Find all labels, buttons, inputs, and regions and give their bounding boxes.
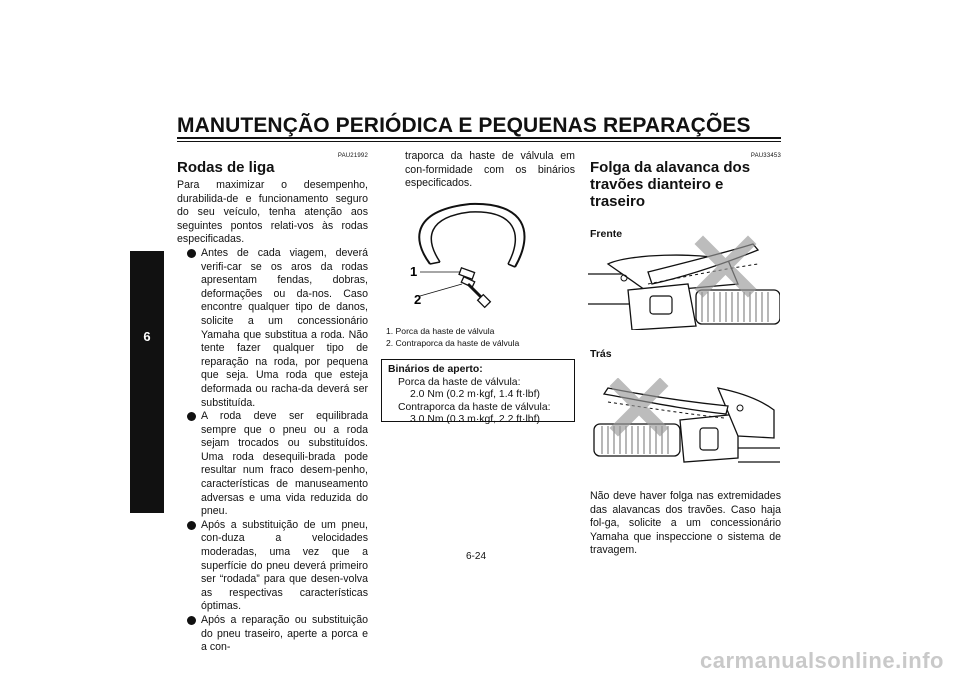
section-code: PAU33453 — [750, 153, 781, 159]
figure-caption-1: 1. Porca da haste de válvula — [386, 326, 495, 336]
bullet-icon — [187, 249, 196, 258]
list-item: Após a substituição de um pneu, con-duza a velocidades moderadas, uma vez que a superfície do pneu deverá primeiro ser “rodada” para que desen-volva as respectivas características óptimas. — [187, 519, 368, 614]
bullet-icon — [187, 521, 196, 530]
torque-item2-value: 3.0 Nm (0.3 m·kgf, 2.2 ft·lbf) — [410, 414, 540, 426]
chapter-number: 6 — [143, 329, 151, 344]
list-item: A roda deve ser equilibrada sempre que o pneu ou a roda sejam trocados ou substituídos. Uma roda desequili-brada pode resultar num fraco desem-penho, características de manuseamento adversas e uma vida reduzida do pneu. — [187, 410, 368, 519]
handlebar — [738, 448, 780, 462]
rear-brake-lever-figure — [588, 378, 780, 474]
header-rule — [177, 137, 781, 139]
leader-line-2 — [420, 284, 462, 296]
brake-body-paragraph: Não deve haver folga nas extremidades das alavancas dos travões. Caso haja fol-ga, solicite a um concessionário Yamaha que inspeccione o sistema de travagem. — [590, 490, 781, 557]
figure-label-1: 1 — [410, 264, 418, 279]
switch-button — [700, 428, 718, 450]
torque-spec-box — [381, 359, 575, 426]
bullet-icon — [187, 616, 196, 625]
right-column — [590, 153, 781, 240]
section-title-alloy-wheels: Rodas de liga — [177, 159, 275, 176]
torque-item1-label: Porca da haste de válvula: — [398, 376, 521, 388]
valve-stem-figure — [400, 192, 550, 316]
wheel-rim-inner — [431, 212, 515, 264]
bullet-list — [177, 247, 368, 655]
torque-title: Binários de aperto: — [388, 364, 483, 375]
wheel-rim-outer — [419, 204, 524, 267]
rear-label: Trás — [590, 348, 612, 360]
bullet-icon — [187, 412, 196, 421]
continued-text: traporca da haste de válvula em con-formidade com os binários especificados. — [405, 150, 575, 190]
section-code: PAU21992 — [337, 153, 368, 159]
section-title-brake-lever-play: Folga da alavanca dos travões dianteiro e traseiro — [590, 159, 751, 210]
rim-edge-right — [508, 264, 515, 267]
start-switch — [650, 296, 672, 314]
list-item: Após a reparação ou substituição do pneu traseiro, aperte a porca e a con- — [187, 614, 368, 655]
cross-mark-icon — [618, 386, 660, 428]
rim-edge-left — [430, 262, 440, 264]
chapter-tab — [130, 251, 164, 513]
figure-caption-2: 2. Contraporca da haste de válvula — [386, 338, 520, 348]
left-column — [177, 153, 368, 655]
page-number: 6-24 — [466, 551, 487, 562]
page-header-title: MANUTENÇÃO PERIÓDICA E PEQUENAS REPARAÇÕES — [177, 114, 751, 137]
front-label: Frente — [590, 228, 623, 240]
torque-item2-label: Contraporca da haste de válvula: — [398, 401, 551, 413]
list-item: Antes de cada viagem, deverá verifi-car se os aros da rodas apresentam fendas, dobras, deformações ou da-nos. Caso encontre qualquer tipo de danos, solicite a um concessionário Yamaha que substitua a roda. Não tente fazer qualquer tipo de reparação na roda, por pequena que seja. Uma roda que esteja deformada ou racha-da deverá ser substituída. — [187, 247, 368, 410]
intro-paragraph: Para maximizar o desempenho, durabilida-de e funcionamento seguro do seu veículo, tenha atenção aos seguintes pontos relati-vos às rodas especificadas. — [177, 179, 368, 246]
header-rule-thin — [177, 141, 781, 142]
torque-item1-value: 2.0 Nm (0.2 m·kgf, 1.4 ft·lbf) — [410, 389, 540, 401]
watermark: carmanualsonline.info — [700, 648, 944, 673]
front-brake-lever-figure — [588, 234, 780, 330]
figure-label-2: 2 — [414, 292, 422, 307]
